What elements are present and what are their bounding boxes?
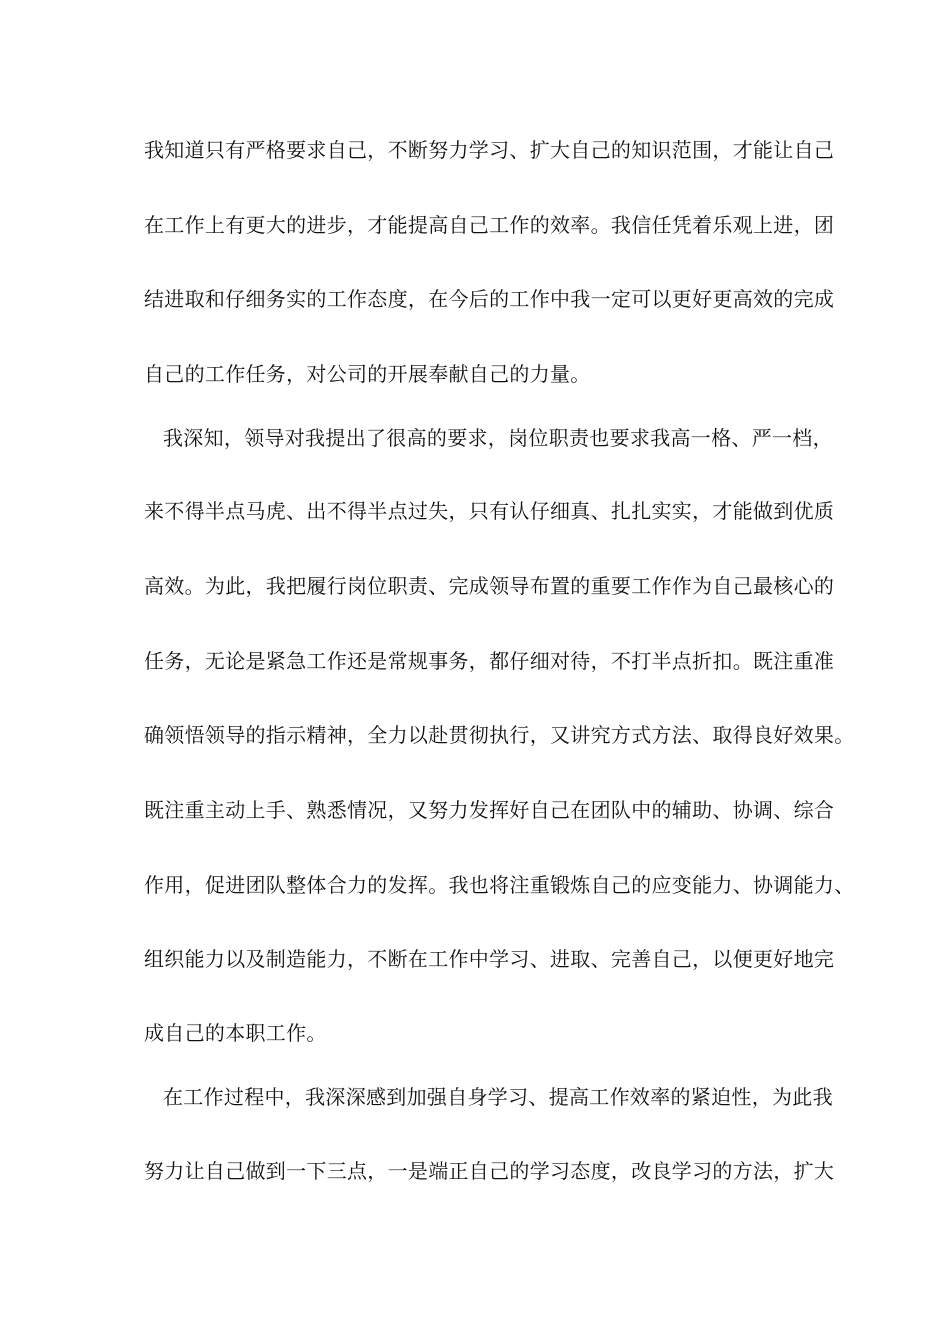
- text-line: 我知道只有严格要求自己，不断努力学习、扩大自己的知识范围，才能让自己: [144, 138, 835, 162]
- text-line: 任务，无论是紧急工作还是常规事务，都仔细对待，不打半点折扣。既注重准: [144, 649, 835, 673]
- text-line: 组织能力以及制造能力，不断在工作中学习、进取、完善自己，以便更好地完: [144, 947, 835, 971]
- text-line: 来不得半点马虎、出不得半点过失，只有认仔细真、扎扎实实，才能做到优质: [144, 499, 835, 523]
- text-line: 确领悟领导的指示精神，全力以赴贯彻执行，又讲究方式方法、取得良好效果。: [144, 723, 855, 747]
- text-line: 结进取和仔细务实的工作态度，在今后的工作中我一定可以更好更高效的完成: [144, 287, 835, 311]
- paragraph-first-line: 我深知，领导对我提出了很高的要求，岗位职责也要求我高一格、严一档，: [163, 426, 833, 450]
- text-line: 作用，促进团队整体合力的发挥。我也将注重锻炼自己的应变能力、协调能力、: [144, 873, 855, 897]
- text-line: 努力让自己做到一下三点，一是端正自己的学习态度，改良学习的方法，扩大: [144, 1159, 835, 1183]
- paragraph-first-line: 在工作过程中，我深深感到加强自身学习、提高工作效率的紧迫性，为此我: [163, 1085, 833, 1109]
- text-line: 成自己的本职工作。: [144, 1021, 327, 1045]
- text-line: 高效。为此，我把履行岗位职责、完成领导布置的重要工作作为自己最核心的: [144, 574, 835, 598]
- text-line: 在工作上有更大的进步，才能提高自己工作的效率。我信任凭着乐观上进，团: [144, 213, 835, 237]
- text-line: 既注重主动上手、熟悉情况，又努力发挥好自己在团队中的辅助、协调、综合: [144, 798, 835, 822]
- text-line: 自己的工作任务，对公司的开展奉献自己的力量。: [144, 362, 591, 386]
